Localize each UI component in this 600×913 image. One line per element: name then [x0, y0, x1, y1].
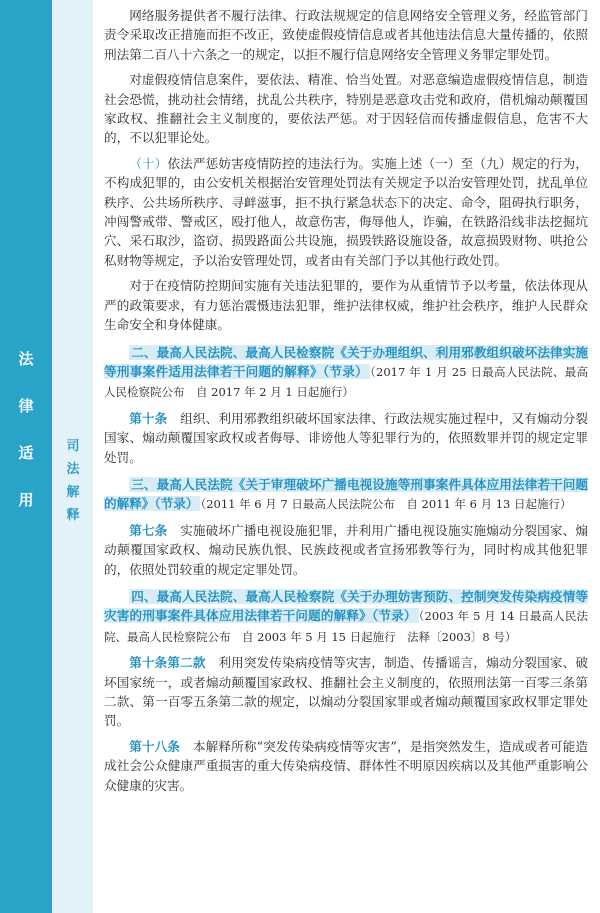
- category-sidebar: [0, 0, 52, 913]
- subcategory-sidebar: [52, 0, 93, 913]
- category-label: [0, 352, 52, 540]
- section-title: 二、最高人民法院、最高人民检察院《关于办理组织、利用邪教组织破坏法律实施等刑事案件适用法律若干问题的解释》（节录）: [104, 344, 588, 379]
- article: [104, 521, 588, 579]
- paragraph: 对虚假疫情信息案件，要依法、精准、恰当处置。对恶意编造虚假疫情信息，制造社会恐慌，挑动社会情绪，扰乱公共秩序，特别是恶意攻击党和政府，借机煽动颠覆国家政权、推翻社会主义制度的，要依法严惩。对于因轻信而传播虚假信息，危害不大的，不以犯罪论处。: [104, 72, 588, 146]
- article-label: 第十条第二款: [129, 655, 206, 671]
- article: [104, 653, 588, 731]
- subcategory-char: 释: [66, 508, 80, 523]
- section-heading: [104, 475, 588, 515]
- reference-section-2: [104, 343, 588, 467]
- category-char: 法: [18, 350, 34, 368]
- category-char: 律: [18, 397, 34, 415]
- paragraph: [104, 154, 588, 270]
- article-text: 实施破坏广播电视设施犯罪，并利用广播电视设施实施煽动分裂国家、煽动颠覆国家政权、煽动民族仇恨、民族歧视或者宣扬邪教等行为，同时构成其他犯罪的，依照处罚较重的规定定罪处罚。: [104, 522, 589, 577]
- article-text: 组织、利用邪教组织破坏国家法律、行政法规实施过程中，又有煽动分裂国家、煽动颠覆国家政权或者侮辱、诽谤他人等犯罪行为的，依照数罪并罚的规定定罪处罚。: [104, 410, 589, 465]
- section-title: 三、最高人民法院《关于审理破坏广播电视设施等刑事案件具体应用法律若干问题的解释》（节录）: [104, 476, 588, 512]
- section-heading: [104, 587, 588, 647]
- article-label: 第七条: [129, 522, 168, 538]
- section-heading: [104, 343, 588, 403]
- section-meta: （2011 年 6 月 7 日最高人民法院公布 自 2011 年 6 月 13 日起施行）: [200, 497, 572, 512]
- section-meta: （2017 年 1 月 25 日最高人民法院、最高人民检察院公布 自 2017 年 2 月 1 日起施行）: [104, 364, 588, 400]
- article: [104, 737, 588, 795]
- article-text: 本解释所称“突发传染病疫情等灾害”，是指突然发生，造成或者可能造成社会公众健康严重损害的重大传染病疫情、群体性不明原因疾病以及其他严重影响公众健康的灾害。: [104, 738, 589, 793]
- main-text: [104, 6, 588, 795]
- paragraph: 对于在疫情防控期间实施有关违法犯罪的，要作为从重情节予以考量，依法体现从严的政策要求，有力惩治震慑违法犯罪，维护法律权威，维护社会秩序，维护人民群众生命安全和身体健康。: [104, 278, 588, 333]
- paragraph: 网络服务提供者不履行法律、行政法规规定的信息网络安全管理义务，经监管部门责令采取改正措施而拒不改正，致使虚假疫情信息或者其他违法信息大量传播的，依照刑法第二百八十六条之一的规定，以拒不履行信息网络安全管理义务罪定罪处罚。: [104, 8, 588, 62]
- subcategory-char: 法: [66, 462, 80, 477]
- item-number: （十）: [129, 155, 168, 171]
- article-label: 第十条: [129, 410, 168, 426]
- section-title: 四、最高人民法院、最高人民检察院《关于办理妨害预防、控制突发传染病疫情等灾害的刑事案件具体应用法律若干问题的解释》（节录）: [104, 588, 588, 624]
- subcategory-char: 司: [66, 439, 80, 454]
- paragraph-text: 依法严惩妨害疫情防控的违法行为。实施上述（一）至（九）规定的行为，不构成犯罪的，由公安机关根据治安管理处罚法有关规定予以治安管理处罚，扰乱单位秩序、公共场所秩序、寻衅滋事，拒不执行紧急状态下的决定、命令，阻碍执行职务，冲闯警戒带、警戒区，殴打他人，故意伤害，侮辱他人，诈骗，在铁路沿线非法挖掘坑穴、采石取沙，盗窃、损毁路面公共设施，损毁铁路设施设备，故意损毁财物、哄抢公私财物等规定，予以治安管理处罚，或者由有关部门予以其他行政处罚。: [104, 155, 589, 268]
- subcategory-label: [53, 440, 93, 532]
- reference-section-4: [104, 587, 588, 795]
- category-char: 适: [18, 444, 34, 462]
- category-char: 用: [18, 491, 34, 509]
- article: [104, 409, 588, 467]
- reference-section-3: [104, 475, 588, 579]
- section-meta: （2003 年 5 月 14 日最高人民法院、最高人民检察院公布 自 2003 年 5 月 15 日起施行 法释〔2003〕8 号）: [104, 609, 588, 644]
- article-label: 第十八条: [129, 738, 181, 754]
- article-text: 利用突发传染病疫情等灾害，制造、传播谣言，煽动分裂国家、破坏国家统一，或者煽动颠覆国家政权、推翻社会主义制度的，依照刑法第一百零三条第二款、第一百零五条第二款的规定，以煽动分裂国家罪或者煽动颠覆国家政权罪定罪处罚。: [104, 655, 589, 729]
- subcategory-char: 解: [66, 485, 80, 500]
